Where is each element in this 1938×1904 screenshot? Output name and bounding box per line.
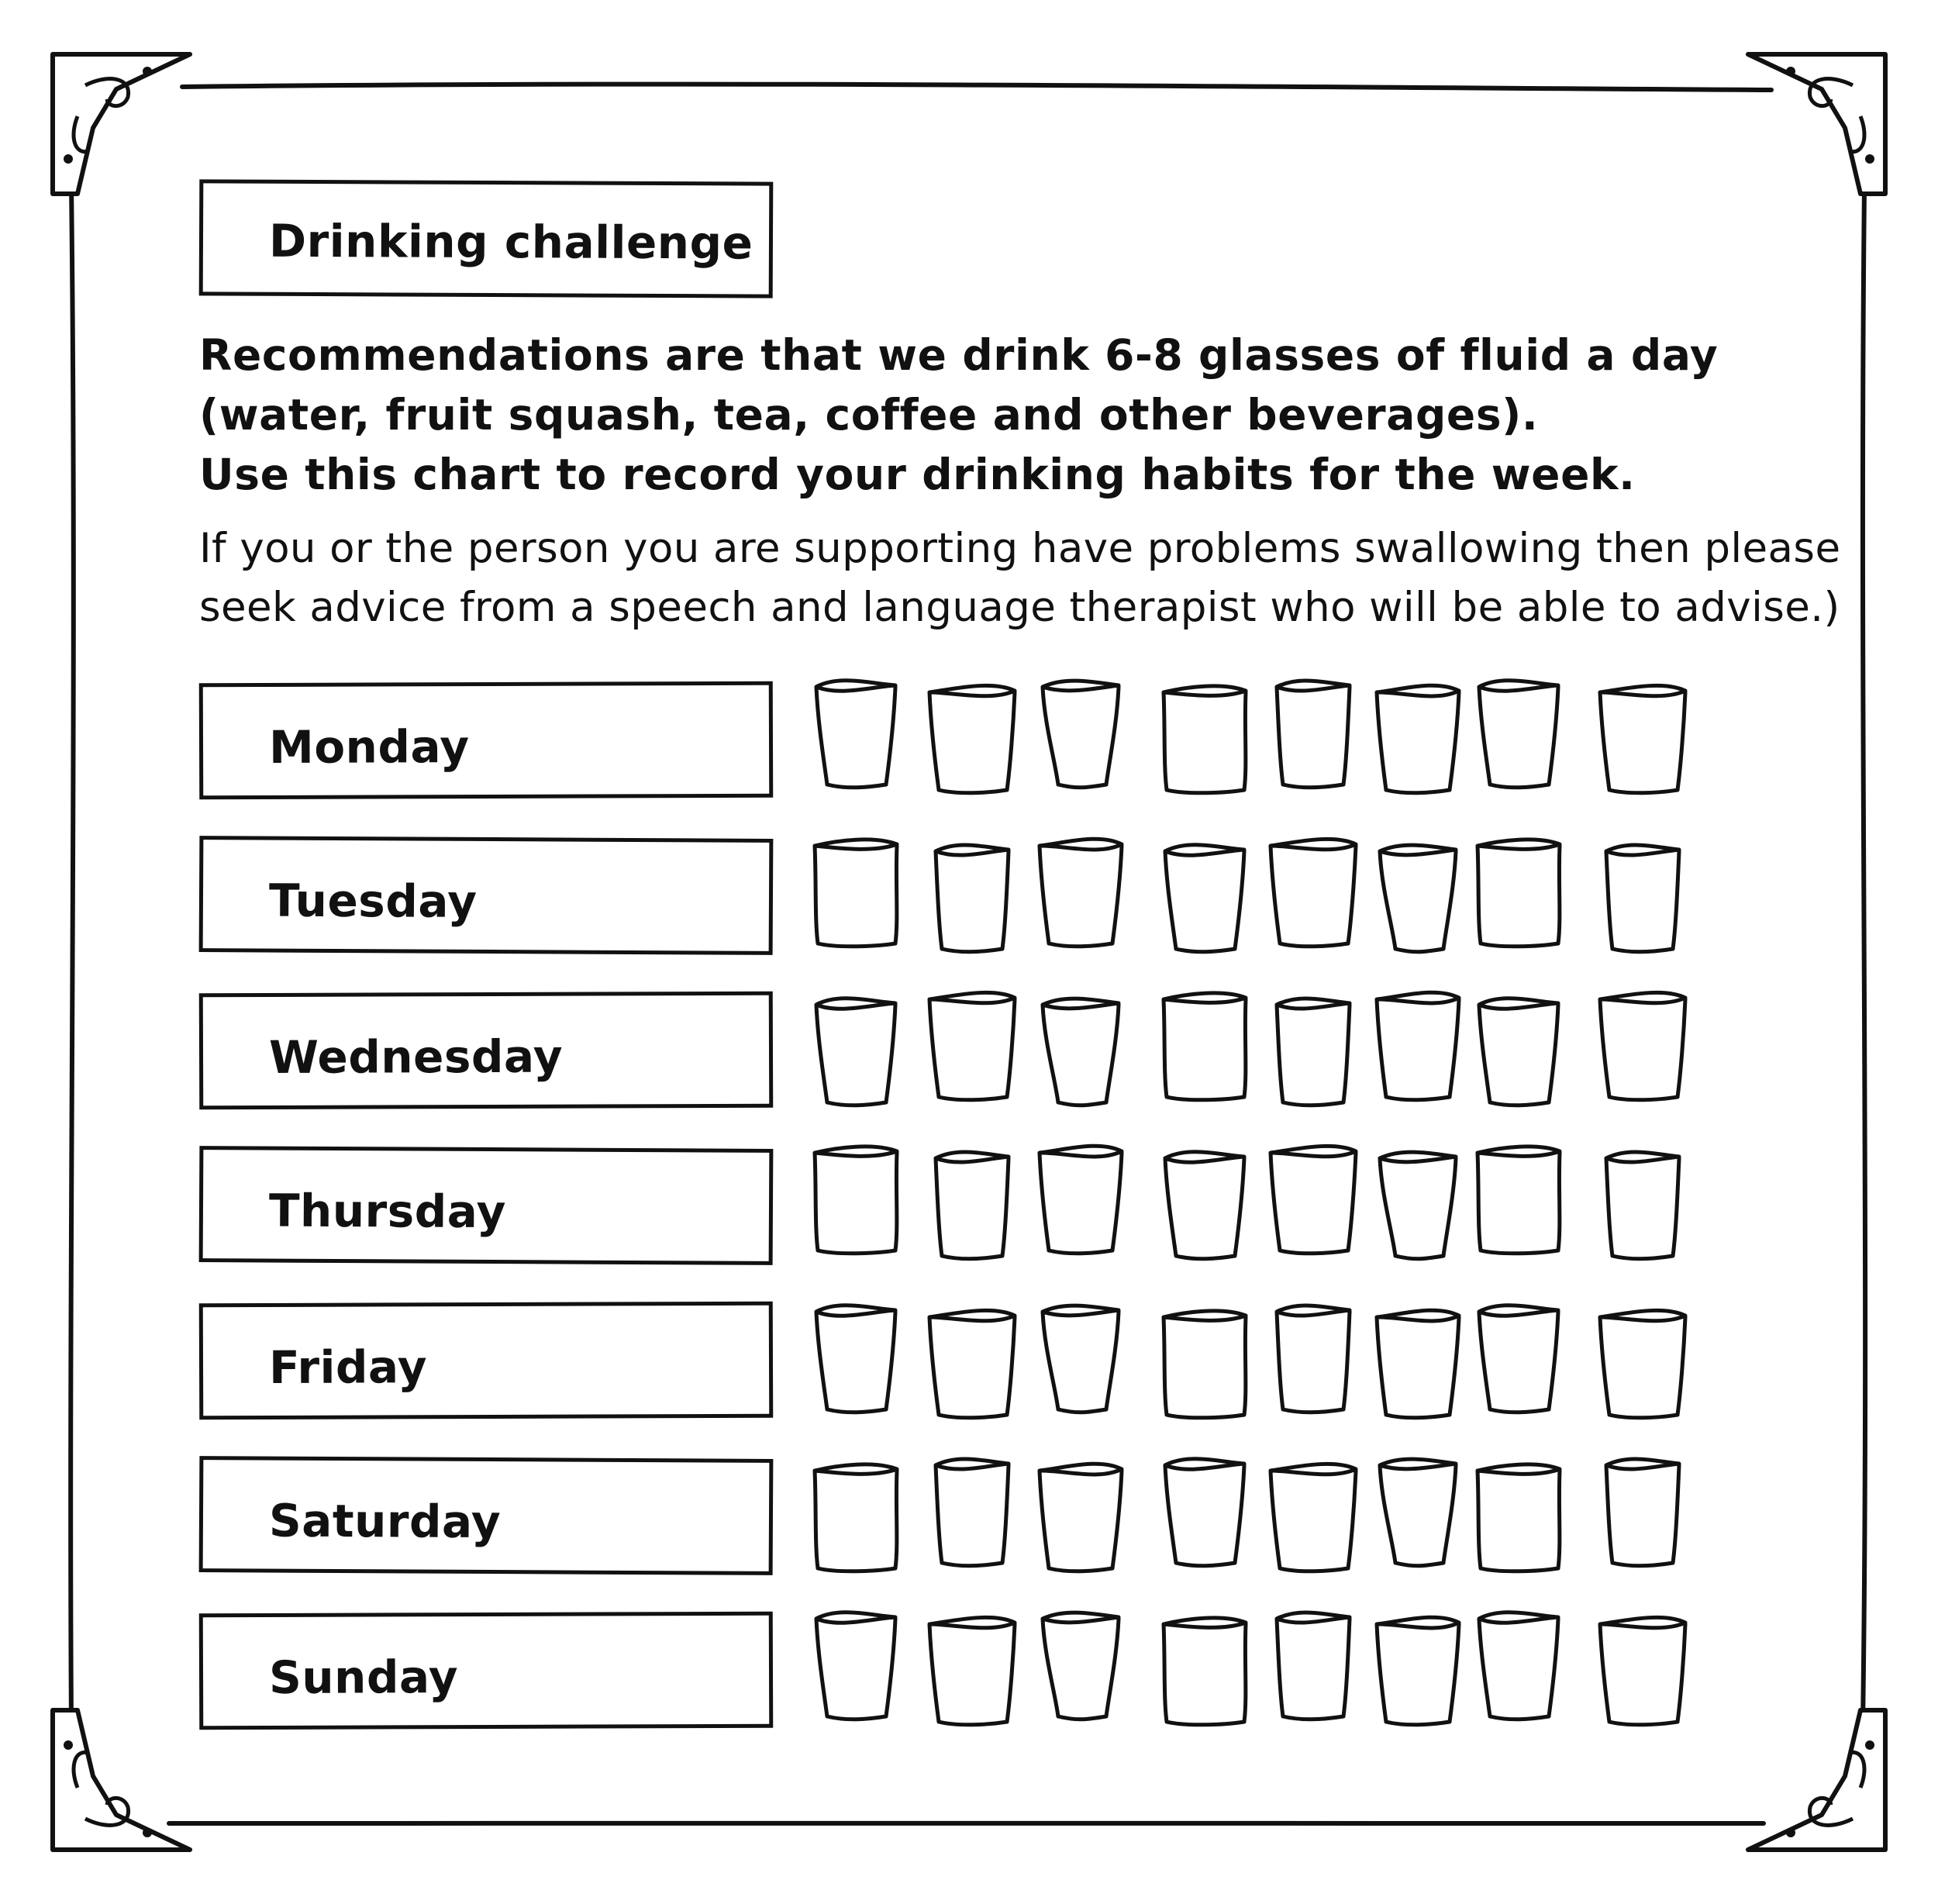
glass-icon[interactable] [1035,994,1126,1110]
glass-icon[interactable] [1159,988,1250,1105]
glass-icon[interactable] [1597,1147,1688,1264]
glass-icon[interactable] [1267,1142,1359,1258]
day-label: Friday [268,1340,428,1394]
glass-icon[interactable] [1159,1454,1250,1571]
glass-icon[interactable] [1159,1613,1250,1730]
glass-icon[interactable] [1473,835,1564,951]
day-box-sunday [199,1612,774,1730]
ornament-corner-icon [1748,54,1885,194]
glass-icon[interactable] [1473,1608,1564,1724]
glass-icon[interactable] [810,1301,902,1417]
glass-icon[interactable] [1372,988,1464,1105]
day-label: Saturday [268,1494,502,1549]
glass-icon[interactable] [1267,835,1359,951]
glass-icon[interactable] [1159,1306,1250,1423]
glass-icon[interactable] [1473,1142,1564,1258]
glass-icon[interactable] [926,840,1018,957]
glass-icon[interactable] [1372,840,1464,957]
glass-icon[interactable] [1597,681,1688,798]
glass-icon[interactable] [1159,1147,1250,1264]
glass-icon[interactable] [810,676,902,792]
ornament-corner-icon [1748,1710,1885,1850]
glass-icon[interactable] [1035,1608,1126,1724]
glass-icon[interactable] [1473,1301,1564,1417]
glass-icon[interactable] [810,1608,902,1724]
glass-icon[interactable] [1372,1147,1464,1264]
glass-icon[interactable] [1597,988,1688,1105]
glass-icon[interactable] [1597,1454,1688,1571]
glass-icon[interactable] [1159,681,1250,798]
glass-icon[interactable] [810,994,902,1110]
day-box-thursday [199,1146,774,1265]
glass-icon[interactable] [1267,1301,1359,1417]
glass-row-thursday [798,1141,1729,1269]
day-box-saturday [199,1456,774,1575]
glass-icon[interactable] [1267,1460,1359,1576]
glass-icon[interactable] [926,1613,1018,1730]
glass-icon[interactable] [1597,840,1688,957]
glass-icon[interactable] [1035,676,1126,792]
ornament-corner-icon [53,54,190,194]
day-label: Sunday [268,1650,459,1704]
page-title: Drinking challenge [268,214,753,270]
recommendation-text [199,326,1796,505]
note-line: If you or the person you are supporting have problems swallowing then please [199,525,1841,572]
glass-icon[interactable] [926,1147,1018,1264]
glass-row-sunday [798,1606,1729,1734]
glass-icon[interactable] [1267,1608,1359,1724]
glass-icon[interactable] [926,988,1018,1105]
day-label: Thursday [268,1184,507,1239]
note-line: seek advice from a speech and language therapist who will be able to advise.) [199,584,1840,631]
glass-icon[interactable] [1035,1460,1126,1576]
glass-icon[interactable] [1159,840,1250,957]
glass-icon[interactable] [1035,1301,1126,1417]
day-label: Monday [268,720,470,774]
day-box-wednesday [199,992,774,1110]
glass-icon[interactable] [1267,676,1359,792]
glass-row-wednesday [798,986,1729,1114]
glass-icon[interactable] [1597,1306,1688,1423]
glass-row-tuesday [798,831,1729,959]
recommendation-line: Use this chart to record your drinking habits for the week. [199,450,1636,499]
glass-icon[interactable] [926,681,1018,798]
glass-row-friday [798,1296,1729,1424]
glass-icon[interactable] [1035,1142,1126,1258]
glass-icon[interactable] [926,1454,1018,1571]
glass-icon[interactable] [1473,994,1564,1110]
glass-icon[interactable] [1372,1613,1464,1730]
glass-icon[interactable] [1372,1454,1464,1571]
glass-icon[interactable] [1473,1460,1564,1576]
glass-icon[interactable] [1473,676,1564,792]
title-box [199,179,774,298]
glass-icon[interactable] [1372,681,1464,798]
day-box-tuesday [199,836,774,955]
glass-icon[interactable] [926,1306,1018,1423]
glass-icon[interactable] [1035,835,1126,951]
glass-icon[interactable] [1372,1306,1464,1423]
recommendation-line: (water, fruit squash, tea, coffee and other beverages). [199,390,1539,440]
recommendation-line: Recommendations are that we drink 6-8 glasses of fluid a day [199,330,1719,380]
glass-row-saturday [798,1451,1729,1579]
glass-row-monday [798,676,1729,804]
day-box-friday [199,1302,774,1420]
day-label: Tuesday [268,874,478,928]
day-box-monday [199,681,774,800]
glass-icon[interactable] [810,1460,902,1576]
day-label: Wednesday [268,1030,564,1084]
glass-icon[interactable] [1597,1613,1688,1730]
ornament-corner-icon [53,1710,190,1850]
swallowing-note [199,519,1841,637]
glass-icon[interactable] [1267,994,1359,1110]
glass-icon[interactable] [810,1142,902,1258]
glass-icon[interactable] [810,835,902,951]
